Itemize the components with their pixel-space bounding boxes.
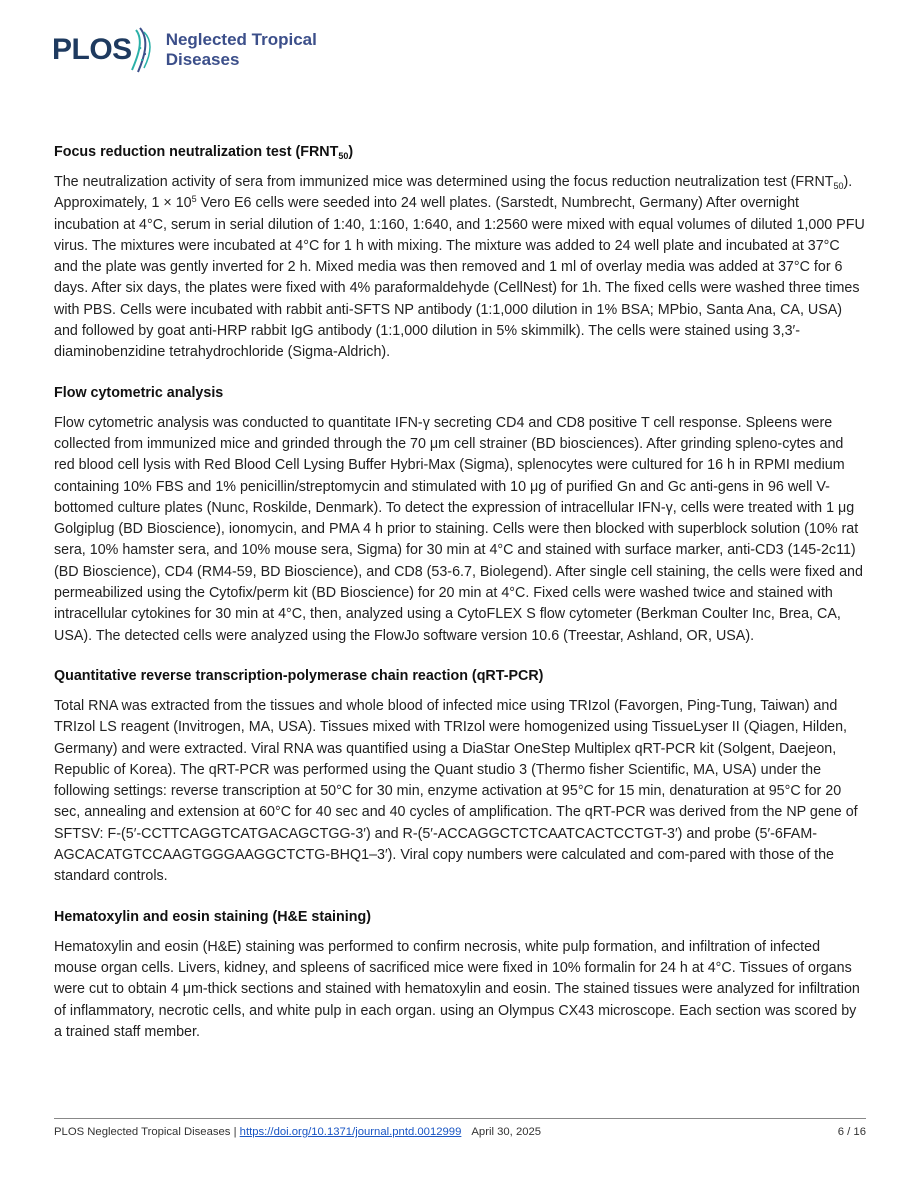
page-number: 6 / 16: [837, 1126, 866, 1138]
paragraph-he-staining: Hematoxylin and eosin (H&E) staining was performed to confirm necrosis, white pulp formation, and infiltration of infected mouse organ cells. Livers, kidney, and spleens of sacrificed mice were fixed in 10% formalin for 24 h at 4°C. Tissues of organs were cut to obtain 4 μm-thick sections and stained with hematoxylin and eosin. The stained tissues were analyzed for infiltration of inflammatory, necrotic cells, and white pulp in each organ. using an Olympus CX43 microscope. Each section was scored by a trained staff member.: [54, 938, 860, 1040]
paragraph-qrt-pcr: Total RNA was extracted from the tissues and whole blood of infected mice using TRIzol (Favorgen, Ping-Tung, Taiwan) and TRIzol LS reagent (Invitrogen, MA, USA). Tissues mixed with TRIzol were homogenized using TissueLyser II (Qiagen, Hilden, Germany) and were extracted. Viral RNA was quantified using a DiaStar OneStep Multiplex qRT-PCR kit (Solgent, Daejeon, Republic of Korea). The qRT-PCR was performed using the Quant studio 3 (Thermo fisher Scientific, MA, USA) under the following settings: reverse transcription at 50°C for 30 min, enzyme activation at 95°C for 15 min, denaturation at 95°C for 20 sec, annealing and extension at 60°C for 40 sec and 40 cycles of amplification. The qRT-PCR was derived from the NP gene of SFTSV: F-(5′-CCTTCAGGTCATGACAGCTGG-3′) and R-(5′-ACCAGGCTCTCAATCACTCCTGT-3′) and probe (5′-6FAM-AGCACATGTCCAAGTGGGAAGGCTCTG-BHQ1–3′). Viral copy numbers were calculated and com-pared with those of the standard controls.: [54, 697, 858, 885]
article-body: [54, 142, 866, 1062]
journal-logo: [52, 26, 317, 74]
footer-date: April 30, 2025: [471, 1126, 542, 1138]
journal-name-line1: Neglected Tropical: [165, 30, 317, 49]
footer-doi-link[interactable]: https://doi.org/10.1371/journal.pntd.0012999: [239, 1126, 462, 1138]
journal-name: [166, 30, 317, 70]
section-heading-flow-cytometry: Flow cytometric analysis: [54, 384, 224, 401]
page-footer: [54, 1118, 866, 1138]
section-heading-qrt-pcr: Quantitative reverse transcription-polymerase chain reaction (qRT-PCR): [54, 667, 544, 684]
journal-name-line2: Diseases: [165, 50, 240, 69]
logo-swoosh-icon: [130, 26, 160, 74]
logo-plos-text: PLOS: [52, 33, 132, 66]
paragraph-flow-cytometry: Flow cytometric analysis was conducted to quantitate IFN-γ secreting CD4 and CD8 positive T cell response. Spleens were collected from immunized mice and grinded through the 70 μm cell strainer (BD biosciences). After grinding spleno-cytes and red blood cell lysis with Red Blood Cell Lysing Buffer Hybri-Max (Sigma), splenocytes were cultured for 16 h in RPMI medium containing 10% FBS and 1% penicillin/streptomycin and stimulated with 10 μg of purified Gn and Gc anti-gens in 96 well V-bottomed culture plates (Nunc, Roskilde, Denmark). To detect the expression of intracellular IFN-γ, cells were treated with 1 μg Golgiplug (BD Bioscience), ionomycin, and PMA 4 h prior to staining. Cells were then blocked with superblock solution (10% rat sera, 10% hamster sera, and 10% mouse sera, Sigma) for 30 min at 4°C and stained with surface marker, anti-CD3 (145-2c11) (BD Bioscience), CD4 (RM4-59, BD Bioscience), and CD8 (53-6.7, Biolegend). After single cell staining, the cells were fixed and permeabilized using the Cytofix/perm kit (BD Bioscience) for 20 min at 4°C. Fixed cells were washed twice and stained with intracellular cytokines for 30 min at 4°C, then, analyzed using a CytoFLEX S flow cytometer (Berkman Coulter Inc, Brea, CA, USA). The detected cells were analyzed using the FlowJo software version 10.6 (Treestar, Ashland, OR, USA).: [54, 414, 863, 644]
section-heading-frnt: Focus reduction neutralization test $(FRNT_{50})$: [54, 144, 354, 161]
section-heading-he-staining: Hematoxylin and eosin staining (H&E staining): [54, 908, 371, 925]
footer-journal: PLOS Neglected Tropical Diseases |: [54, 1126, 237, 1138]
paragraph-frnt: The neutralization activity of sera from immunized mice was determined using the focus reduction neutralization test $(FRNT_{50})$. Approximately, $1 \times 10^5$ Vero E6 cells were seeded into 24 well plates. (Sarstedt, Numbrecht, Germany) After overnight incubation at 4°C, serum in serial dilution of 1:40, 1:160, 1:640, and 1:2560 were mixed with equal volumes of diluted 1,000 PFU virus. The mixtures were incubated at 4°C for 1 h with mixing. The mixture was added to 24 well plate and incubated at 37°C and the plate was gently inverted for 2 h. Mixed media was then removed and 1 ml of overlay media was added at 37°C for 6 days. After six days, the plates were fixed with 4% paraformaldehyde (CellNest) for 1h. The fixed cells were washed three times with PBS. Cells were incubated with rabbit anti-SFTS NP antibody (1:1,000 dilution in 1% BSA; MPbio, Santa Ana, CA, USA) and followed by goat anti-HRP rabbit IgG antibody (1:1,000 dilution in 5% skimmilk). The cells were stained using 3,3′-diaminobenzidine tetrahydrochloride (Sigma-Aldrich).: [54, 174, 865, 361]
